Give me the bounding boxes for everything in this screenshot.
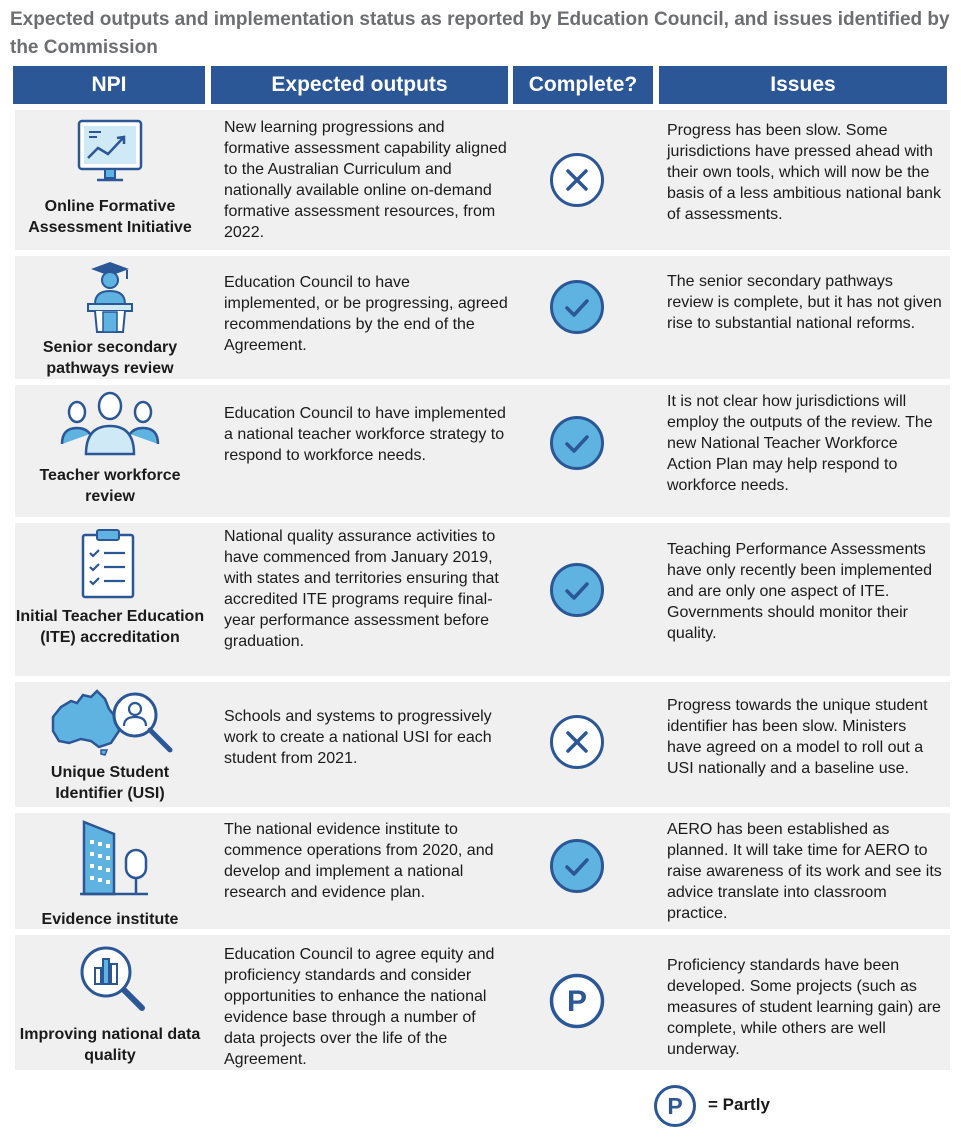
magnifier-bar-chart-icon [76, 944, 148, 1016]
australia-search-person-icon [47, 687, 179, 757]
status-no-icon [549, 152, 605, 208]
npi-name: Improving national data quality [19, 1026, 201, 1064]
status-no-icon [549, 714, 605, 770]
status-yes-icon [549, 415, 605, 471]
monitor-chart-icon [73, 116, 147, 190]
expected-output: Education Council to agree equity and proficiency standards and consider opportunities to enhance the national evidence base through a number of data projects over the life of the Agreement. [224, 946, 495, 1068]
legend-text: = Partly [708, 1095, 770, 1114]
npi-name: Online Formative Assessment Initiative [28, 198, 192, 236]
header-expected-outputs: Expected outputs [211, 66, 508, 104]
issue-text: It is not clear how jurisdictions will employ the outputs of the review. The new National Teacher Workforce Action Plan may help respond to workforce needs. [667, 393, 933, 494]
graduate-podium-icon [85, 260, 135, 336]
header-complete: Complete? [513, 66, 653, 104]
status-yes-icon [549, 562, 605, 618]
expected-output: Education Council to have implemented a national teacher workforce strategy to respond to workforce needs. [224, 405, 506, 464]
expected-output: New learning progressions and formative assessment capability aligned to the Australian Curriculum and nationally available online on-demand formative assessment resources, from 2022. [224, 119, 507, 241]
npi-name: Unique Student Identifier (USI) [50, 764, 170, 802]
expected-output: National quality assurance activities to have commenced from January 2019, with states and territories ensuring that accredited ITE programs require final-year performance assessment before graduation. [224, 528, 499, 650]
issue-text: Teaching Performance Assessments have only recently been implemented and are only one aspect of ITE. Governments should monitor their quality. [667, 541, 933, 642]
building-tree-icon [78, 820, 150, 896]
people-group-icon [60, 390, 160, 456]
npi-name: Senior secondary pathways review [42, 339, 178, 377]
expected-output: Schools and systems to progressively work to create a national USI for each student from 2021. [224, 708, 492, 767]
issue-text: AERO has been established as planned. It will take time for AERO to raise awareness of its work and see its advice translate into classroom practice. [667, 821, 942, 922]
clipboard-checklist-icon [80, 527, 136, 599]
legend-partly-icon [653, 1084, 697, 1128]
partly-letter: P [566, 985, 588, 1018]
npi-name: Teacher workforce review [39, 467, 181, 505]
status-yes-icon [549, 279, 605, 335]
issue-text: Progress towards the unique student identifier has been slow. Ministers have agreed on a model to roll out a USI nationally and a baseline use. [667, 697, 928, 777]
status-yes-icon [549, 838, 605, 894]
issue-text: The senior secondary pathways review is complete, but it has not given rise to substantial national reforms. [667, 273, 942, 332]
expected-output: The national evidence institute to commence operations from 2020, and develop and implement a national research and evidence plan. [224, 821, 494, 901]
issue-text: Progress has been slow. Some jurisdictions have pressed ahead with their own tools, which will now be the basis of a less ambitious national bank of assessments. [667, 122, 941, 223]
npi-name: Initial Teacher Education (ITE) accreditation [15, 608, 205, 646]
page-title: Expected outputs and implementation status as reported by Education Council, and issues identified by the Commission [10, 9, 950, 58]
legend-letter: P [667, 1093, 683, 1119]
status-partly-icon [549, 973, 605, 1029]
issue-text: Proficiency standards have been developed. Some projects (such as measures of student learning gain) are complete, while others are well underway. [667, 957, 941, 1058]
expected-output: Education Council to have implemented, or be progressing, agreed recommendations by the end of the Agreement. [224, 274, 508, 354]
header-issues: Issues [659, 66, 947, 104]
header-npi: NPI [13, 66, 205, 104]
npi-name: Evidence institute [41, 911, 179, 928]
